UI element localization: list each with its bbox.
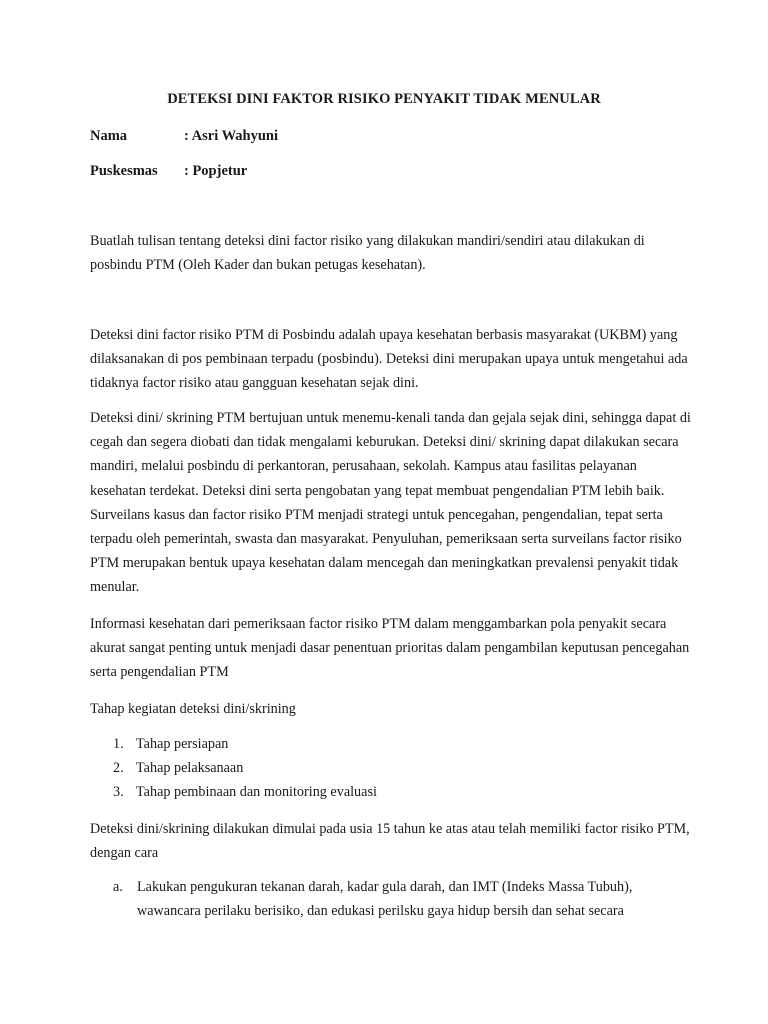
document-title: DETEKSI DINI FAKTOR RISIKO PENYAKIT TIDAK MENULAR [167, 91, 601, 107]
text-line: Surveilans kasus dan factor risiko PTM menjadi strategi untuk pencegahan, pengendalian, tepat serta [90, 506, 663, 523]
text-line: akurat sangat penting untuk menjadi dasar penentuan prioritas dalam pengambilan keputusan pencegahan [90, 640, 690, 657]
text-line: Tahap kegiatan deteksi dini/skrining [90, 701, 296, 717]
list-number: 3. [113, 784, 124, 800]
text-line: PTM merupakan bentuk upaya kesehatan dalam mencegah dan meningkatkan prevalensi penyakit tidak [90, 555, 679, 572]
text-line: terpadu oleh pemerintah, swasta dan masyarakat. Penyuluhan, pemeriksaan serta surveilans factor risiko [90, 531, 682, 548]
list-number: 1. [113, 736, 124, 752]
puskesmas-field [90, 163, 247, 180]
text-line: dilaksanakan di pos pembinaan terpadu (posbindu). Deteksi dini merupakan upaya untuk mengetahui ada [90, 351, 688, 368]
list-item [113, 736, 228, 753]
puskesmas-value: : Popjetur [184, 163, 248, 179]
paragraph-screening-purpose [90, 406, 690, 600]
puskesmas-label: Puskesmas [90, 163, 158, 179]
text-line: serta pengendalian PTM [90, 664, 229, 681]
stages-heading [90, 697, 690, 721]
list-text-line: wawancara perilaku berisiko, dan edukasi perilsku gaya hidup bersih dan sehat secara [137, 903, 624, 920]
list-item [113, 875, 673, 925]
list-item [113, 784, 377, 801]
list-number: 2. [113, 760, 124, 776]
text-line: cegah dan segera diobati dan tidak mengalami keburukan. Deteksi dini/ skrining dapat dilakukan secara [90, 434, 679, 451]
list-item [113, 760, 243, 777]
instruction-paragraph [90, 229, 690, 277]
list-text: Tahap pelaksanaan [136, 760, 244, 776]
text-line: tidaknya factor risiko atau gangguan kesehatan sejak dini. [90, 375, 419, 392]
list-text: Tahap persiapan [136, 736, 229, 752]
name-label: Nama [90, 128, 128, 144]
text-line: menular. [90, 579, 140, 596]
text-line: Deteksi dini/ skrining PTM bertujuan untuk menemu-kenali tanda dan gejala sejak dini, sehingga dapat di [90, 410, 691, 426]
text-line: dengan cara [90, 845, 159, 862]
name-field [90, 128, 278, 145]
text-line: kesehatan terdekat. Deteksi dini serta pengobatan yang tepat membuat pengendalian PTM lebih baik. [90, 482, 665, 499]
text-line: Deteksi dini/skrining dilakukan dimulai pada usia 15 tahun ke atas atau telah memiliki factor risiko PTM, [90, 821, 690, 837]
name-value: : Asri Wahyuni [184, 128, 279, 144]
text-line: mandiri, melalui posbindu di perkantoran, perusahaan, sekolah. Kampus atau fasilitas pelayanan [90, 458, 637, 475]
text-line: posbindu PTM (Oleh Kader dan bukan petugas kesehatan). [90, 257, 426, 274]
paragraph-screening-method [90, 817, 690, 865]
text-line: Informasi kesehatan dari pemeriksaan factor risiko PTM dalam menggambarkan pola penyakit secara [90, 616, 667, 632]
text-line: Deteksi dini factor risiko PTM di Posbindu adalah upaya kesehatan berbasis masyarakat (UKBM) yang [90, 327, 678, 343]
text-line: Buatlah tulisan tentang deteksi dini factor risiko yang dilakukan mandiri/sendiri atau dilakukan di [90, 233, 645, 249]
list-text-line: Lakukan pengukuran tekanan darah, kadar gula darah, dan IMT (Indeks Massa Tubuh), [137, 879, 633, 895]
list-letter: a. [113, 879, 123, 895]
paragraph-health-information [90, 612, 690, 685]
list-text: Tahap pembinaan dan monitoring evaluasi [136, 784, 377, 800]
paragraph-posbindu-definition [90, 323, 690, 396]
